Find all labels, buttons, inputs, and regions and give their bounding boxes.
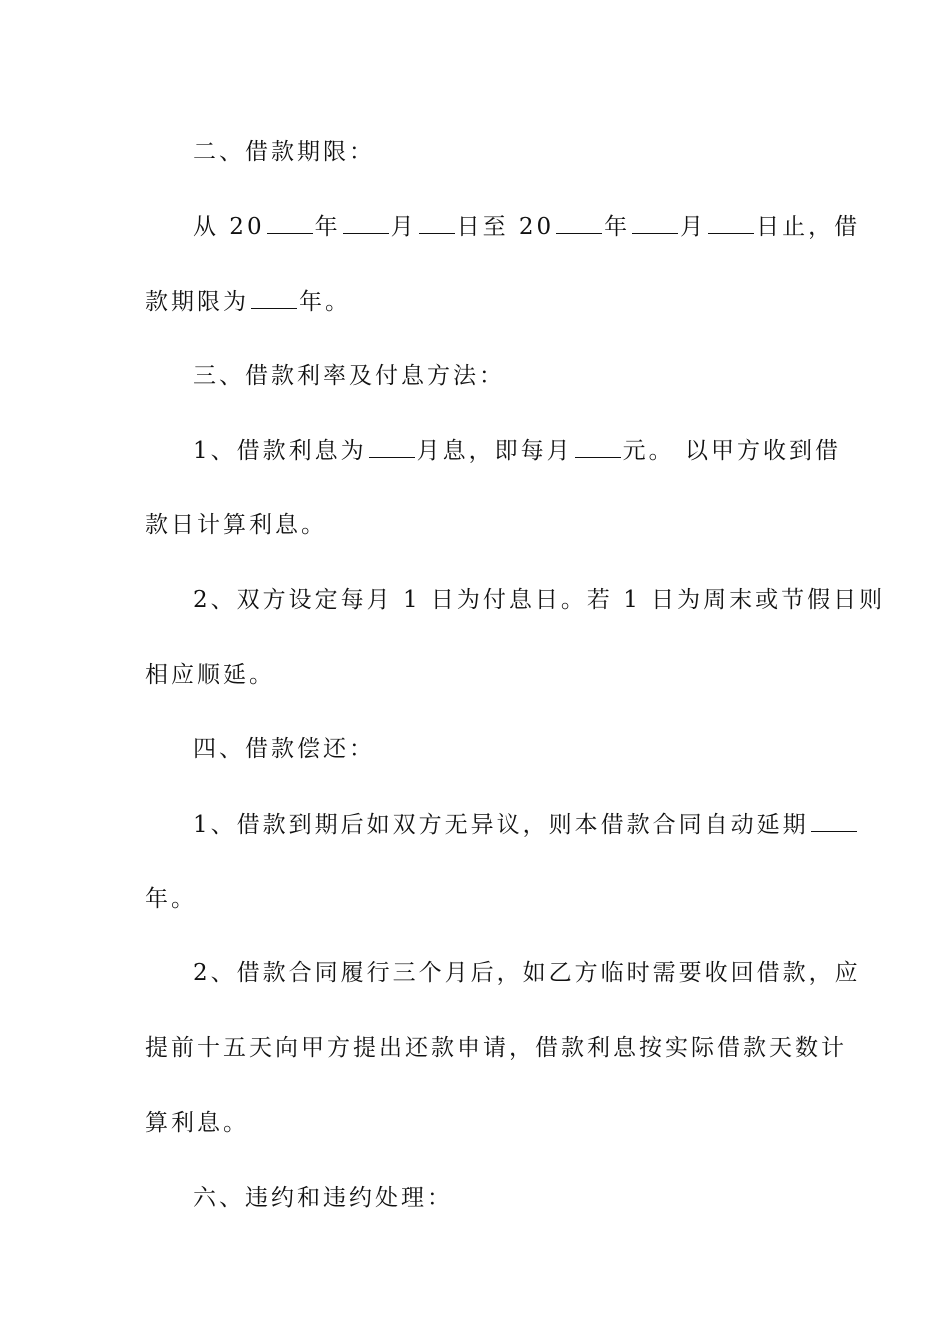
- section-heading-breach: 六、违约和违约处理：: [193, 1185, 453, 1211]
- text-fragment: 月: [390, 214, 417, 240]
- blank-underline: [251, 286, 297, 309]
- paragraph-rate-1-line-2: 款日计算利息。: [145, 512, 327, 538]
- section-heading-repay: 四、借款偿还：: [193, 736, 375, 762]
- text-fragment: 日止，借: [756, 214, 861, 240]
- blank-underline: [632, 211, 678, 234]
- blank-underline: [811, 809, 857, 832]
- paragraph-rate-2-line-2: 相应顺延。: [145, 662, 275, 688]
- paragraph-repay-2-line-3: 算利息。: [145, 1110, 249, 1136]
- paragraph-rate-2-line-1: 2、双方设定每月 1 日为付息日。若 1 日为周末或节假日则: [193, 587, 886, 613]
- section-heading-term: 二、借款期限：: [193, 139, 375, 165]
- text-fragment: 年: [314, 214, 341, 240]
- text-fragment: 日至 20: [456, 214, 555, 240]
- text-fragment: 月: [680, 214, 707, 240]
- paragraph-repay-2-line-1: 2、借款合同履行三个月后，如乙方临时需要收回借款，应: [193, 960, 861, 986]
- paragraph-repay-1-line-1: [193, 809, 809, 840]
- paragraph-repay-1-line-2: 年。: [145, 886, 197, 912]
- blank-underline: [556, 211, 602, 234]
- blank-underline: [419, 211, 455, 234]
- text-fragment: 月息，即每月: [416, 438, 573, 464]
- blank-underline: [708, 211, 754, 234]
- paragraph-rate-1-line-1: [193, 435, 841, 466]
- section-heading-rate: 三、借款利率及付息方法：: [193, 363, 505, 389]
- text-fragment: 款期限为: [145, 289, 249, 315]
- blank-underline: [267, 211, 313, 234]
- blank-underline: [343, 211, 389, 234]
- blank-underline: [575, 435, 621, 458]
- text-fragment: 元。 以甲方收到借: [622, 438, 841, 464]
- text-fragment: 年: [604, 214, 631, 240]
- paragraph-repay-2-line-2: 提前十五天向甲方提出还款申请，借款利息按实际借款天数计: [145, 1035, 847, 1061]
- text-fragment: 年。: [299, 289, 351, 315]
- text-fragment: 1、借款到期后如双方无异议，则本借款合同自动延期: [193, 812, 809, 838]
- text-fragment: 1、借款利息为: [193, 438, 367, 464]
- blank-underline: [369, 435, 415, 458]
- paragraph-term-line-2: [145, 286, 805, 317]
- text-fragment: 从 20: [193, 214, 265, 240]
- paragraph-term-line-1: [193, 211, 861, 242]
